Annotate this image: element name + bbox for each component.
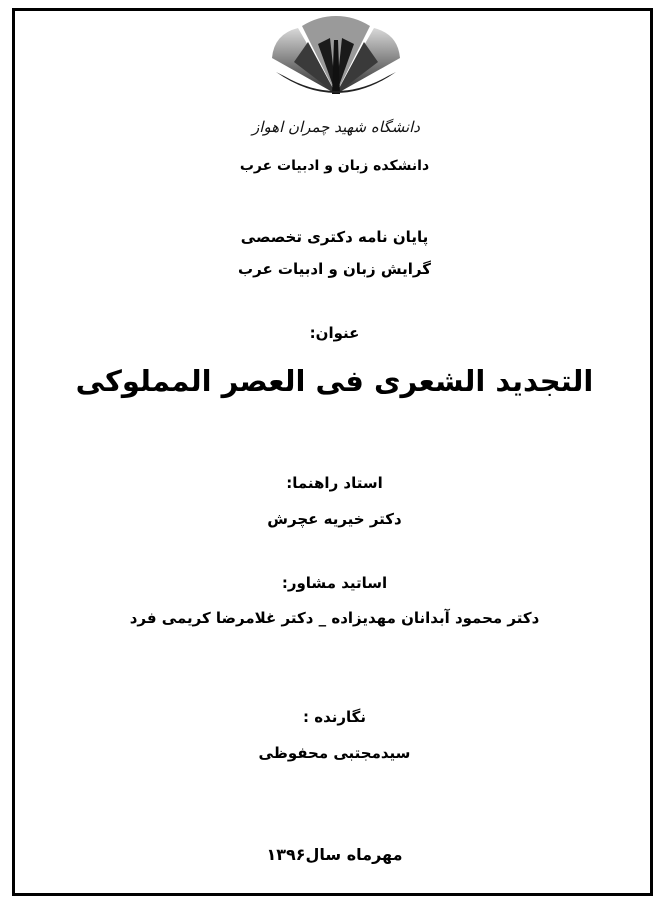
page-border (12, 8, 653, 896)
field-of-study: گرایش زبان و ادبیات عرب (238, 260, 431, 278)
advisors-label: اساتید مشاور: (281, 574, 388, 592)
thesis-type: پایان نامه دکتری تخصصی (240, 228, 429, 246)
author-name: سیدمجتبی محفوظی (258, 744, 411, 762)
supervisor-name: دکتر خیریه عچرش (267, 510, 402, 528)
faculty-name: دانشکده زبان و ادبیات عرب (239, 158, 430, 174)
title-label: عنوان: (309, 324, 360, 342)
author-label: نگارنده : (303, 708, 366, 726)
date: مهرماه سال۱۳۹۶ (266, 845, 403, 864)
logo-text: دانشگاه شهید چمران اهواز (252, 118, 420, 136)
university-logo (252, 14, 420, 140)
thesis-title: التجدید الشعری فی العصر المملوکی (75, 364, 594, 398)
supervisor-label: استاد راهنما: (286, 474, 383, 492)
advisors-names: دکتر محمود آبدانان مهدیزاده _ دکتر غلامرضا کریمی فرد (129, 609, 540, 627)
